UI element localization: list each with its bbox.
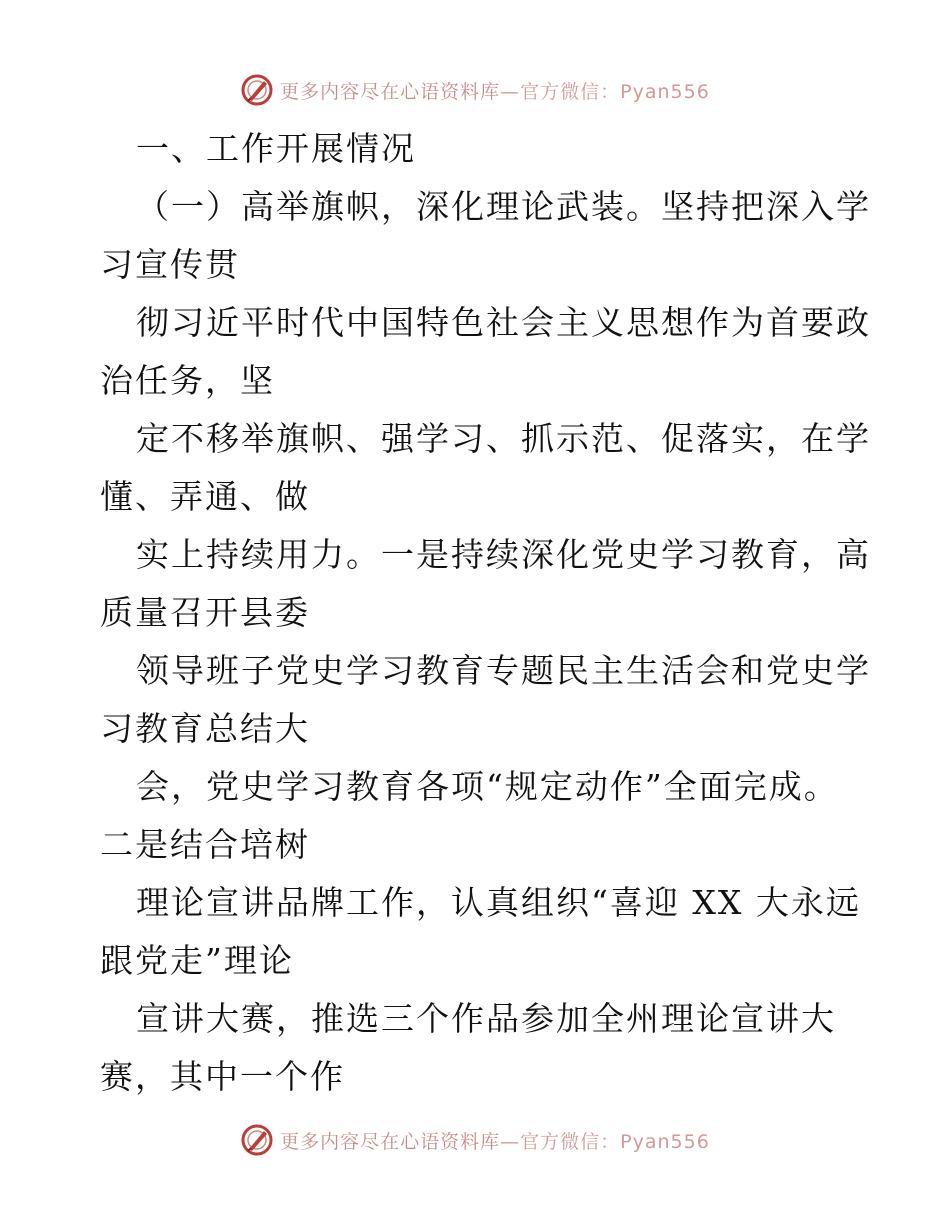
- text-line: （一）高举旗帜，深化理论武装。坚持把深入学: [136, 187, 871, 226]
- text-line: 赛，其中一个作: [100, 1057, 345, 1096]
- quill-seal-icon: [240, 73, 274, 107]
- text-line: 质量召开县委: [100, 593, 310, 632]
- text-line: 彻习近平时代中国特色社会主义思想作为首要政: [136, 303, 871, 342]
- text-line: 定不移举旗帜、强学习、抓示范、促落实，在学: [136, 419, 871, 458]
- text-line: 领导班子党史学习教育专题民主生活会和党史学: [136, 651, 871, 690]
- quill-seal-icon: [240, 1123, 274, 1157]
- text-line: 二是结合培树: [100, 825, 310, 864]
- text-line: 懂、弄通、做: [100, 477, 310, 516]
- text-line: 实上持续用力。一是持续深化党史学习教育，高: [136, 535, 871, 574]
- text-line: 一、工作开展情况: [136, 129, 416, 168]
- text-line: 会，党史学习教育各项“规定动作”全面完成。: [136, 767, 839, 806]
- text-line: 习教育总结大: [100, 709, 310, 748]
- watermark-text: 更多内容尽在心语资料库—官方微信：Pyan556: [280, 80, 710, 103]
- text-line: 理论宣讲品牌工作，认真组织“喜迎 XX 大永远: [136, 883, 861, 922]
- header-watermark: [0, 70, 950, 110]
- text-line: 习宣传贯: [100, 245, 240, 284]
- text-line: 宣讲大赛，推选三个作品参加全州理论宣讲大: [136, 999, 836, 1038]
- text-line: 治任务，坚: [100, 361, 275, 400]
- text-line: 跟党走”理论: [100, 941, 294, 980]
- watermark-text: 更多内容尽在心语资料库—官方微信：Pyan556: [280, 1130, 710, 1153]
- footer-watermark: [0, 1120, 950, 1160]
- document-body: [100, 120, 871, 1106]
